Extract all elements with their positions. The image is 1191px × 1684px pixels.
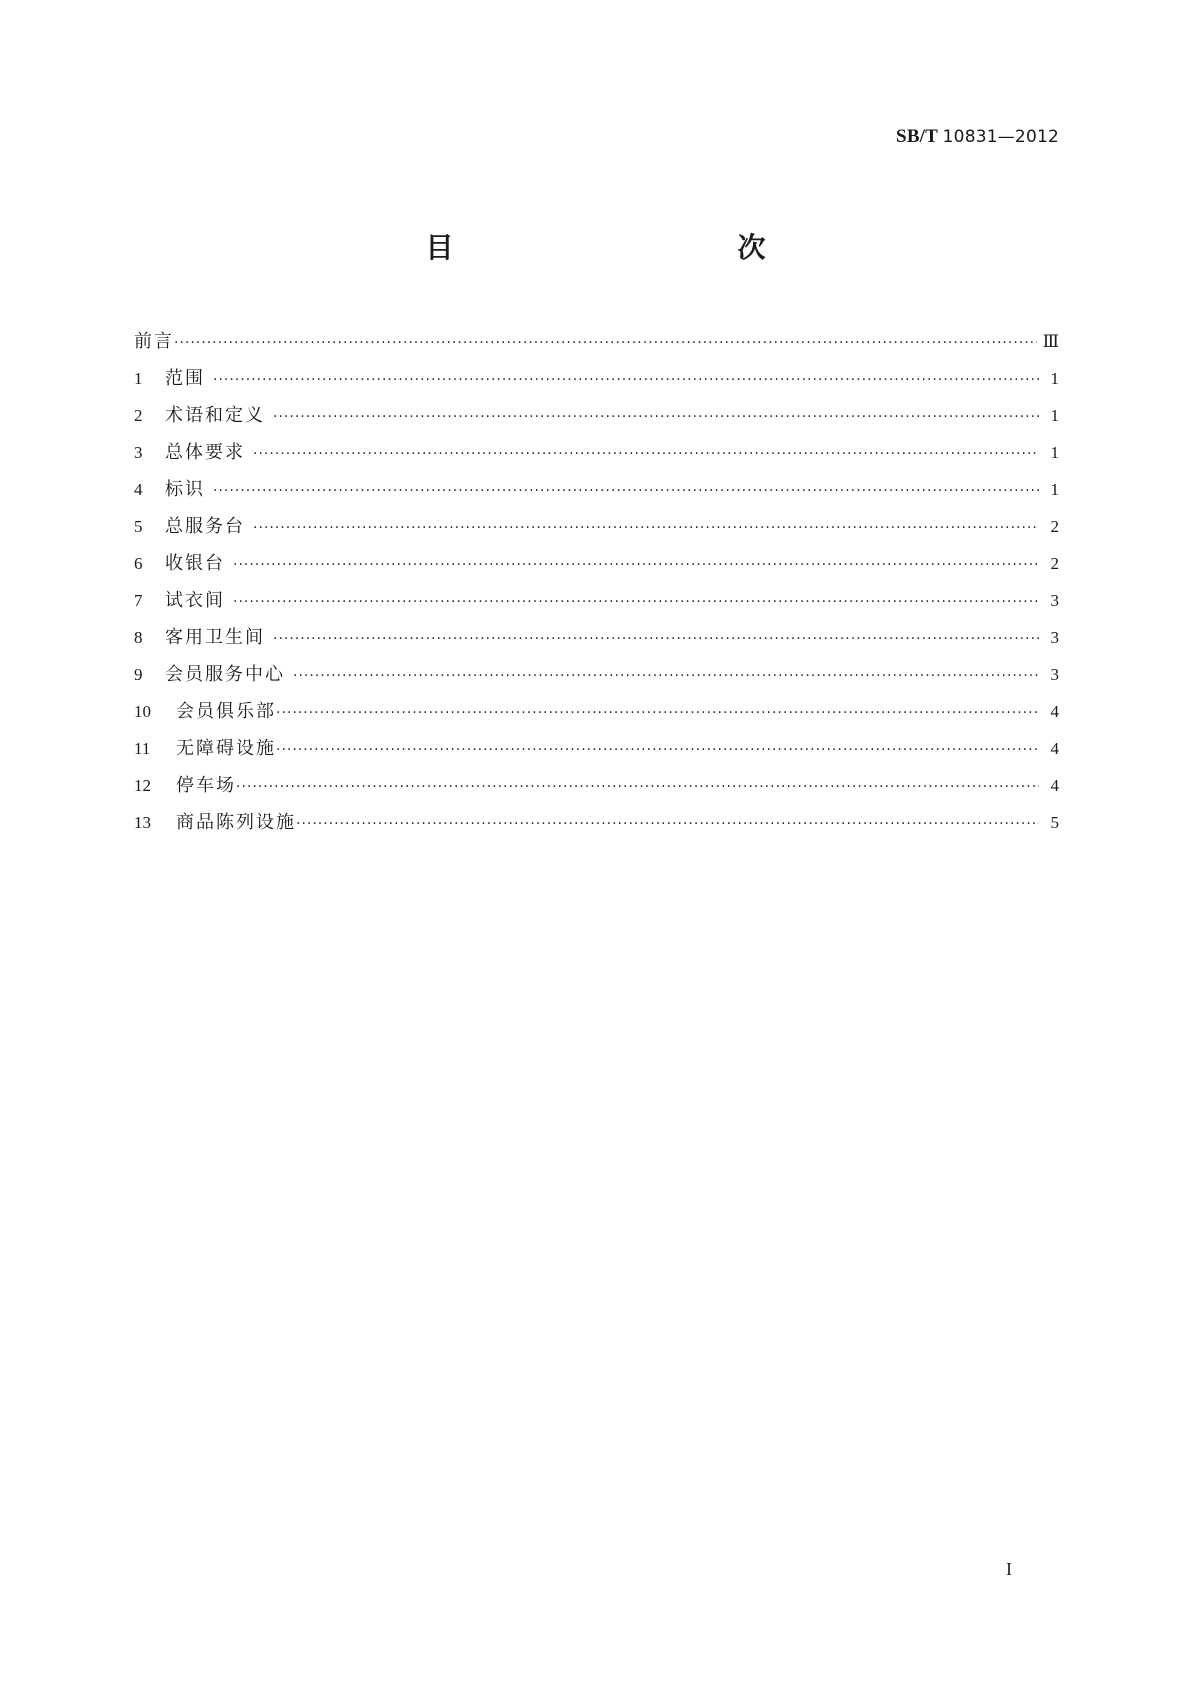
table-of-contents — [134, 327, 1059, 845]
toc-entry-page: 4 — [1050, 739, 1059, 758]
toc-entry-page: 1 — [1050, 406, 1059, 425]
toc-entry-11[interactable] — [134, 734, 1059, 771]
standard-code — [896, 126, 1059, 148]
toc-entry-number: 8 — [134, 628, 143, 647]
toc-dot-leader — [276, 701, 1039, 722]
toc-entry-label: 试衣间 — [165, 590, 225, 611]
standard-prefix: SB/T — [896, 126, 938, 147]
toc-entry-number: 5 — [134, 517, 143, 536]
toc-dot-leader — [174, 331, 1037, 352]
toc-entry-number: 6 — [134, 554, 143, 573]
toc-dot-leader — [236, 775, 1039, 796]
page-title: 目 次 — [425, 231, 842, 264]
toc-entry-page: 1 — [1050, 443, 1059, 462]
toc-entry-page: 2 — [1050, 517, 1059, 536]
toc-entry-10[interactable] — [134, 697, 1059, 734]
toc-entry-page: 5 — [1050, 813, 1059, 832]
toc-entry-number: 4 — [134, 480, 143, 499]
toc-entry-number: 2 — [134, 406, 143, 425]
toc-entry-7[interactable] — [134, 586, 1059, 623]
toc-entry-foreword[interactable] — [134, 327, 1059, 364]
toc-entry-label: 停车场 — [176, 775, 236, 796]
toc-entry-page: Ⅲ — [1042, 332, 1059, 351]
toc-dot-leader — [233, 590, 1039, 611]
toc-entry-label: 商品陈列设施 — [176, 812, 296, 833]
toc-dot-leader — [293, 664, 1039, 685]
toc-entry-label: 总体要求 — [165, 442, 245, 463]
toc-entry-page: 1 — [1050, 480, 1059, 499]
toc-entry-number: 11 — [134, 739, 151, 758]
toc-dot-leader — [296, 812, 1039, 833]
toc-dot-leader — [273, 627, 1039, 648]
toc-entry-label: 无障碍设施 — [176, 738, 276, 759]
toc-entry-number: 7 — [134, 591, 143, 610]
toc-entry-label: 范围 — [165, 368, 205, 389]
toc-entry-number: 9 — [134, 665, 143, 684]
toc-entry-2[interactable] — [134, 401, 1059, 438]
toc-entry-page: 4 — [1050, 776, 1059, 795]
toc-entry-label: 标识 — [165, 479, 205, 500]
toc-dot-leader — [253, 442, 1039, 463]
toc-entry-label: 会员俱乐部 — [176, 701, 276, 722]
toc-entry-6[interactable] — [134, 549, 1059, 586]
toc-entry-label: 总服务台 — [165, 516, 245, 537]
toc-entry-page: 1 — [1050, 369, 1059, 388]
toc-dot-leader — [276, 738, 1039, 759]
toc-entry-page: 2 — [1050, 554, 1059, 573]
toc-entry-label: 收银台 — [165, 553, 225, 574]
toc-entry-page: 3 — [1050, 628, 1059, 647]
toc-entry-label: 前言 — [134, 331, 174, 352]
toc-entry-page: 4 — [1050, 702, 1059, 721]
toc-entry-number: 1 — [134, 369, 143, 388]
standard-number: 10831—2012 — [942, 127, 1059, 147]
toc-dot-leader — [213, 368, 1039, 389]
toc-dot-leader — [253, 516, 1039, 537]
toc-dot-leader — [233, 553, 1039, 574]
toc-entry-number: 13 — [134, 813, 151, 832]
toc-entry-3[interactable] — [134, 438, 1059, 475]
toc-dot-leader — [213, 479, 1039, 500]
toc-entry-12[interactable] — [134, 771, 1059, 808]
toc-entry-number: 12 — [134, 776, 151, 795]
toc-entry-4[interactable] — [134, 475, 1059, 512]
toc-entry-9[interactable] — [134, 660, 1059, 697]
toc-entry-5[interactable] — [134, 512, 1059, 549]
toc-dot-leader — [273, 405, 1039, 426]
toc-entry-1[interactable] — [134, 364, 1059, 401]
toc-entry-label: 术语和定义 — [165, 405, 265, 426]
toc-entry-number: 3 — [134, 443, 143, 462]
toc-entry-13[interactable] — [134, 808, 1059, 845]
toc-entry-label: 客用卫生间 — [165, 627, 265, 648]
toc-entry-8[interactable] — [134, 623, 1059, 660]
toc-entry-label: 会员服务中心 — [165, 664, 285, 685]
page-number: I — [1006, 1559, 1012, 1579]
toc-entry-number: 10 — [134, 702, 151, 721]
toc-entry-page: 3 — [1050, 591, 1059, 610]
toc-entry-page: 3 — [1050, 665, 1059, 684]
